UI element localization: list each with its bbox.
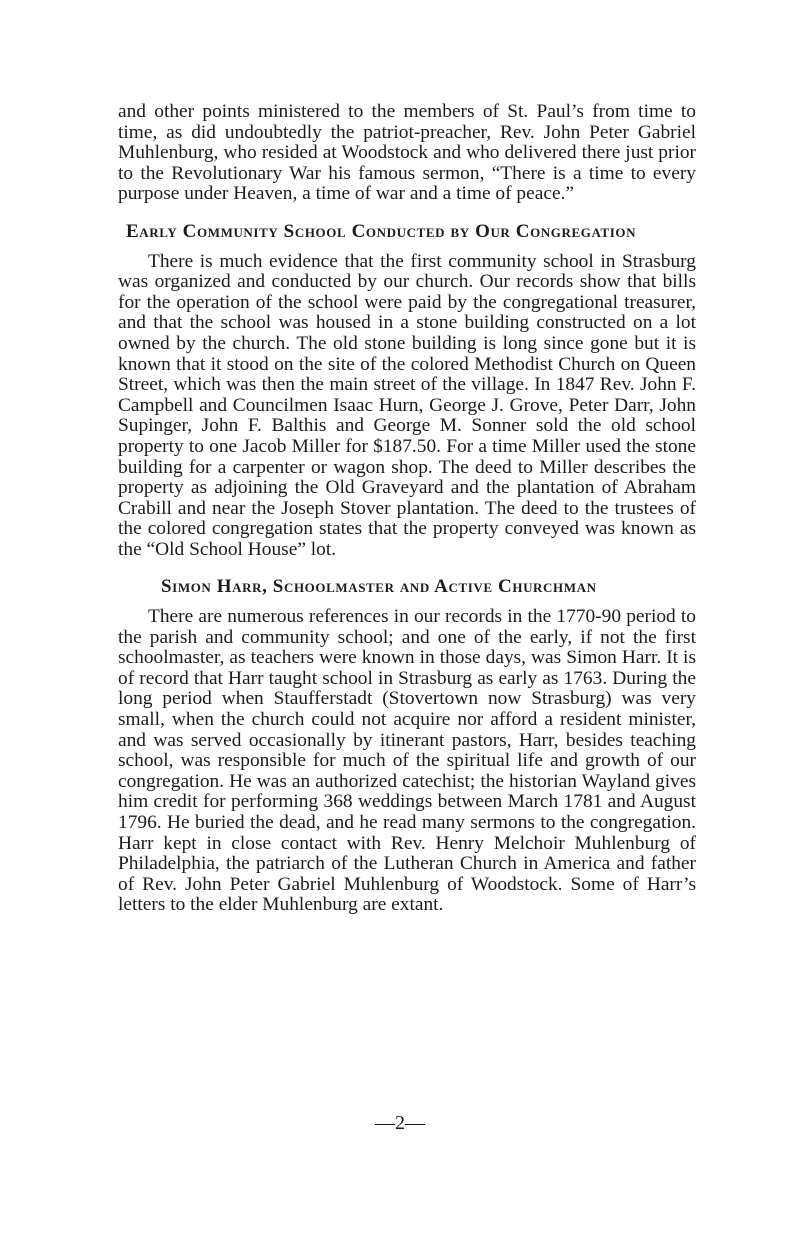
section-heading-early-community-school: Early Community School Conducted by Our Congregation	[126, 220, 637, 242]
page-body	[118, 102, 696, 916]
intro-paragraph: and other points ministered to the members of St. Paul’s from time to time, as did undoubtedly the patriot-preacher, Rev. John Peter Gabriel Muhlenburg, who resided at Woodstock and who delivered there just prior to the Revolutionary War his famous sermon, “There is a time to every purpose under Heaven, a time of war and a time of peace.”	[118, 101, 696, 205]
page-number: —2—	[375, 1112, 425, 1134]
section-paragraph-early-community-school: There is much evidence that the first community school in Strasburg was organized and conducted by our church. Our records show that bills for the operation of the school were paid by the congregational treasurer, and that the school was housed in a stone building constructed on a lot owned by the church. The old stone building is long since gone but it is known that it stood on the site of the colored Methodist Church on Queen Street, which was then the main street of the village. In 1847 Rev. John F. Campbell and Councilmen Isaac Hurn, George J. Grove, Peter Darr, John Supinger, John F. Balthis and George M. Sonner sold the old school property to one Jacob Miller for $187.50. For a time Miller used the stone building for a carpenter or wagon shop. The deed to Miller describes the property as adjoining the Old Graveyard and the plantation of Abraham Crabill and near the Joseph Stover plantation. The deed to the trustees of the colored congregation states that the property conveyed was known as the “Old School House” lot.	[118, 250, 696, 560]
section-heading-simon-harr: Simon Harr, Schoolmaster and Active Churchman	[161, 576, 597, 598]
section-paragraph-simon-harr: There are numerous references in our records in the 1770-90 period to the parish and community school; and one of the early, if not the first schoolmaster, as teachers were known in those days, was Simon Harr. It is of record that Harr taught school in Strasburg as early as 1763. During the long period when Staufferstadt (Stovertown now Strasburg) was very small, when the church could not acquire nor afford a resident minister, and was served occasionally by itinerant pastors, Harr, besides teaching school, was responsible for much of the spiritual life and growth of our congregation. He was an authorized catechist; the historian Wayland gives him credit for performing 368 weddings between March 1781 and August 1796. He buried the dead, and he read many sermons to the congregation. Harr kept in close contact with Rev. Henry Melchoir Muhlenburg of Philadelphia, the patriarch of the Lutheran Church in America and father of Rev. John Peter Gabriel Muhlenburg of Woodstock. Some of Harr’s letters to the elder Muhlenburg are extant.	[118, 606, 696, 916]
